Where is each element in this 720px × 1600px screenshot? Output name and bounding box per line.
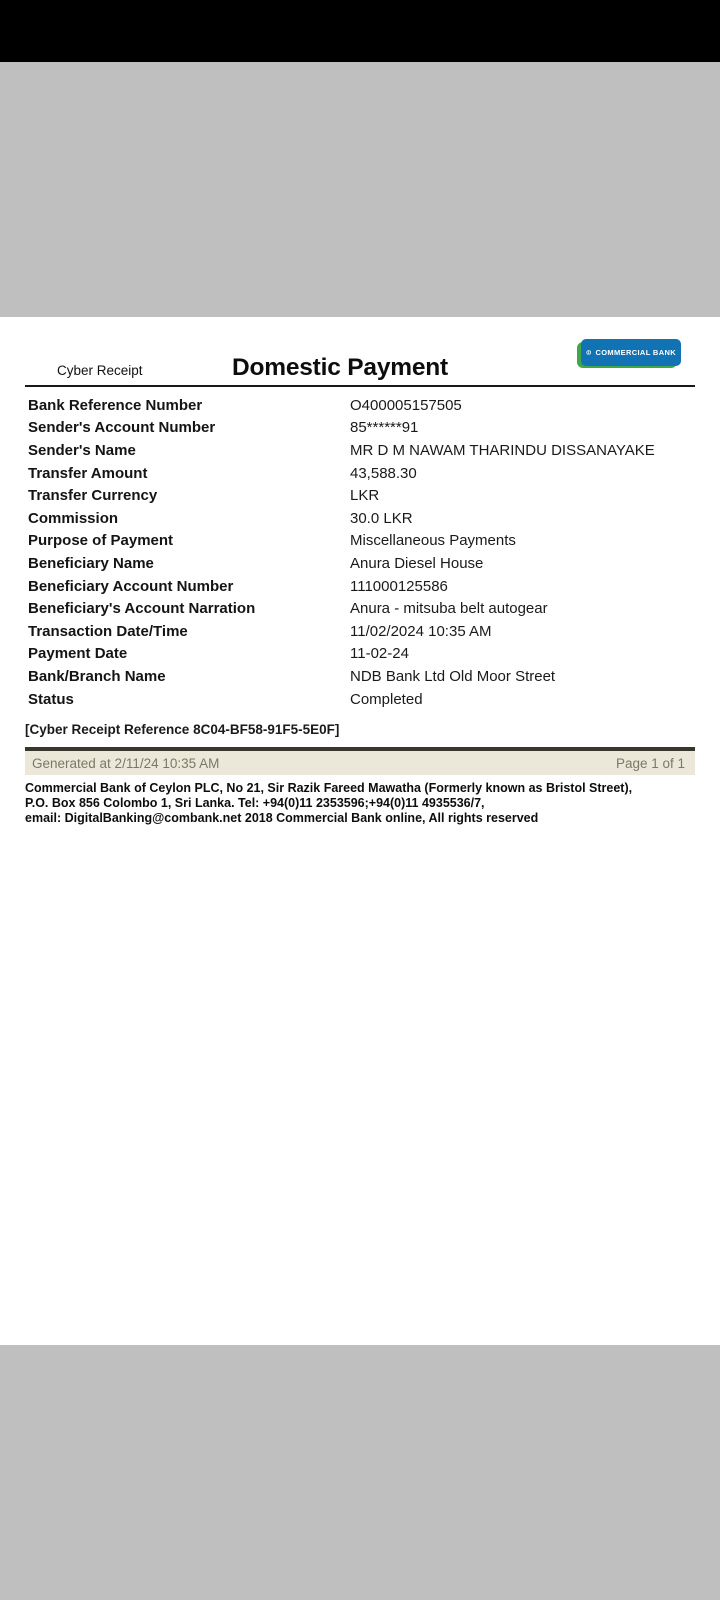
field-value: 11-02-24 [350, 645, 409, 663]
field-row-bank-reference-number [25, 394, 695, 417]
document-viewer-background-top [0, 62, 720, 317]
page-indicator: Page 1 of 1 [615, 755, 685, 771]
page-title: Domestic Payment [231, 354, 449, 381]
cyber-receipt-document [0, 317, 720, 1345]
field-label: Commission [28, 509, 119, 527]
footer-line-contact: P.O. Box 856 Colombo 1, Sri Lanka. Tel: +94(0)11 2353596;+94(0)11 4935536/7, [25, 795, 485, 810]
field-label: Payment Date [28, 645, 128, 663]
field-row-commission [25, 507, 695, 530]
field-label: Sender's Account Number [28, 419, 216, 437]
field-label: Beneficiary Name [28, 554, 154, 572]
status-value: Completed [350, 690, 423, 708]
field-row-beneficiary-account-number [25, 575, 695, 598]
field-label: Bank/Branch Name [28, 667, 166, 685]
field-value: Anura Diesel House [350, 554, 484, 572]
receipt-header [25, 317, 695, 387]
field-row-beneficiary-name [25, 552, 695, 575]
footer-line-address: Commercial Bank of Ceylon PLC, No 21, Sir Razik Fareed Mawatha (Formerly known as Bristol Street), [25, 781, 633, 796]
generated-at-text: Generated at 2/11/24 10:35 AM [32, 755, 220, 771]
field-label: Purpose of Payment [28, 532, 174, 550]
generated-bar [25, 747, 695, 775]
field-value: NDB Bank Ltd Old Moor Street [350, 667, 556, 685]
bank-footer [25, 781, 695, 825]
field-row-transfer-currency [25, 484, 695, 507]
footer-line-copyright: email: DigitalBanking@combank.net 2018 Commercial Bank online, All rights reserved [25, 810, 539, 825]
field-row-transfer-amount [25, 462, 695, 485]
field-value: MR D M NAWAM THARINDU DISSANAYAKE [350, 441, 655, 459]
field-row-bank-branch-name [25, 665, 695, 688]
field-label: Status [28, 690, 74, 708]
field-row-senders-name [25, 439, 695, 462]
field-row-payment-date [25, 643, 695, 666]
field-value: O400005157505 [350, 396, 462, 414]
field-label: Transfer Amount [28, 464, 148, 482]
field-label: Transfer Currency [28, 487, 158, 505]
bank-name-label: COMMERCIAL BANK [595, 348, 676, 357]
field-value: 43,588.30 [350, 464, 417, 482]
field-value: 111000125586 [350, 577, 448, 595]
logo-plate [581, 339, 681, 366]
cyber-receipt-reference: [Cyber Receipt Reference 8C04-BF58-91F5-5E0F] [25, 722, 340, 738]
receipt-type-label: Cyber Receipt [57, 363, 143, 378]
field-label: Beneficiary Account Number [28, 577, 234, 595]
commercial-bank-roundel-icon [586, 344, 591, 361]
field-value: Miscellaneous Payments [350, 532, 516, 550]
field-value: 85******91 [350, 419, 419, 437]
field-row-beneficiary-account-narration [25, 597, 695, 620]
field-value: Anura - mitsuba belt autogear [350, 600, 548, 618]
field-value: LKR [350, 487, 380, 505]
field-value: 11/02/2024 10:35 AM [350, 622, 492, 640]
status-bar [0, 0, 720, 62]
document-viewer-background-bottom [0, 1345, 720, 1600]
field-row-senders-account-number [25, 417, 695, 440]
field-label: Transaction Date/Time [28, 622, 188, 640]
field-row-purpose-of-payment [25, 530, 695, 553]
field-row-status [25, 688, 695, 711]
receipt-fields [25, 394, 695, 710]
field-value: 30.0 LKR [350, 509, 413, 527]
field-row-transaction-date-time [25, 620, 695, 643]
commercial-bank-logo [581, 339, 681, 367]
field-label: Beneficiary's Account Narration [28, 600, 256, 618]
field-label: Bank Reference Number [28, 396, 203, 414]
field-label: Sender's Name [28, 441, 136, 459]
